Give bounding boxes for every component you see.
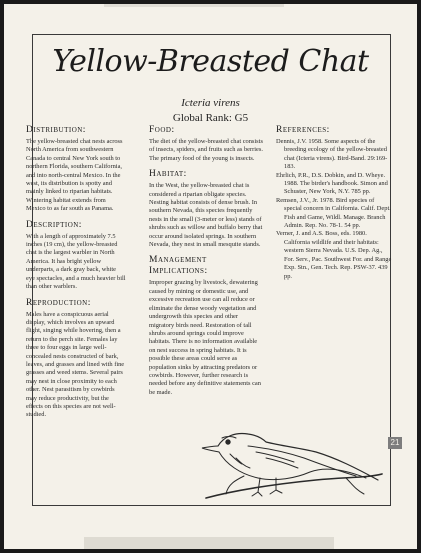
- global-rank: Global Rank: G5: [172, 112, 249, 124]
- reproduction-text: Males have a conspicuous aerial display, which involves an upward flight, singing while hovering, then a return to the perch site. Females lay three to four eggs in large well-concealed nests constructed of bark, leaves, and grasses and lined with fine grasses and weed stems. Several pairs may nest in close proximity to each other. Nest parasitism by cowbirds may reduce productivity, but the effects on this species are not well-studied.: [26, 310, 125, 419]
- species-title: Yellow-Breasted Chat: [52, 44, 369, 79]
- reference-item: Verner, J. and A.S. Boss, eds. 1980. California wildlife and their habitats: western Sierra Nevada. U.S. Dep. Ag., For. Serv., Pac. Southwest For. and Range Exp. Stn., Gen. Tech. Rep. PSW-37. 439 pp.: [276, 230, 392, 280]
- description-heading: Description:: [26, 219, 82, 230]
- column-middle: [149, 125, 264, 403]
- section-description: [26, 220, 126, 292]
- column-right: [276, 125, 392, 287]
- reproduction-heading: Reproduction:: [26, 297, 91, 308]
- document-page: [4, 4, 417, 549]
- section-references: [276, 125, 392, 281]
- section-management: [149, 255, 264, 397]
- page-number: 21: [388, 437, 402, 449]
- management-text: Improper grazing by livestock, dewatering caused by mining or domestic use, and excessive recreation use can all reduce or eliminate the dense woody vegetation and undergrowth this species and other migratory birds need. Restoration of tall shrubs around springs could improve habitats. There is no information available on nest success in spring habitats. It is possible these areas could serve as population sinks by attracting predators or cowbirds. However, further research is needed before any definitive statements can be made.: [149, 279, 261, 396]
- distribution-text: The yellow-breasted chat nests across North America from southwestern Canada to central New York south to northern Florida, southern California, and into north-central Mexico. In the west, its distribution is spotty and mainly linked to riparian habitats. Wintering habitat extends from Mexico to as far south as Panama.: [26, 138, 123, 213]
- scan-shadow-top: [104, 4, 284, 7]
- food-heading: Food:: [149, 125, 175, 135]
- food-text: The diet of the yellow-breasted chat consists of insects, spiders, and fruits such as berries. The primary food of the young is insects.: [149, 138, 263, 162]
- reference-item: Remsen, J.V., Jr. 1978. Bird species of special concern in California. Calif. Dept. Fish and Game, Wildl. Manage. Branch Admin. Rep. No. 78-1. 54 pp.: [276, 196, 391, 230]
- habitat-text: In the West, the yellow-breasted chat is considered a riparian obligate species. Nesting habitat consists of dense brush. In southern Nevada, this species frequently nests in the small (3-meter or less) stands of shrubs such as willow and buffalo berry that occur around isolated springs. In southern Nevada, they nest in small mesquite stands.: [149, 182, 263, 249]
- management-heading: Management Implications:: [149, 255, 208, 277]
- section-food: [149, 125, 264, 163]
- distribution-heading: Distribution:: [26, 125, 86, 135]
- references-heading: References:: [276, 125, 330, 135]
- reference-item: Ehrlich, P.R., D.S. Dobkin, and D. Wheye. 1988. The birder's handbook. Simon and Schuster, New York, N.Y. 785 pp.: [276, 171, 388, 196]
- section-reproduction: [26, 298, 126, 420]
- section-habitat: [149, 169, 264, 249]
- section-distribution: [26, 125, 126, 214]
- scientific-name: Icteria virens: [181, 97, 240, 109]
- reference-item: Dennis, J.V. 1958. Some aspects of the breeding ecology of the yellow-breasted chat (Icteria virens). Bird-Band. 29:169-183.: [276, 138, 388, 171]
- habitat-heading: Habitat:: [149, 169, 187, 180]
- scan-shadow-bottom: [84, 537, 334, 549]
- column-left: [26, 125, 126, 426]
- description-text: With a length of approximately 7.5 inches (19 cm), the yellow-breasted chat is the largest warbler in North America. It has bright yellow underparts, a dark gray back, white eye spectacles, and a much heavier bill than other warblers.: [26, 232, 126, 291]
- chat-bird-illustration: [196, 388, 386, 508]
